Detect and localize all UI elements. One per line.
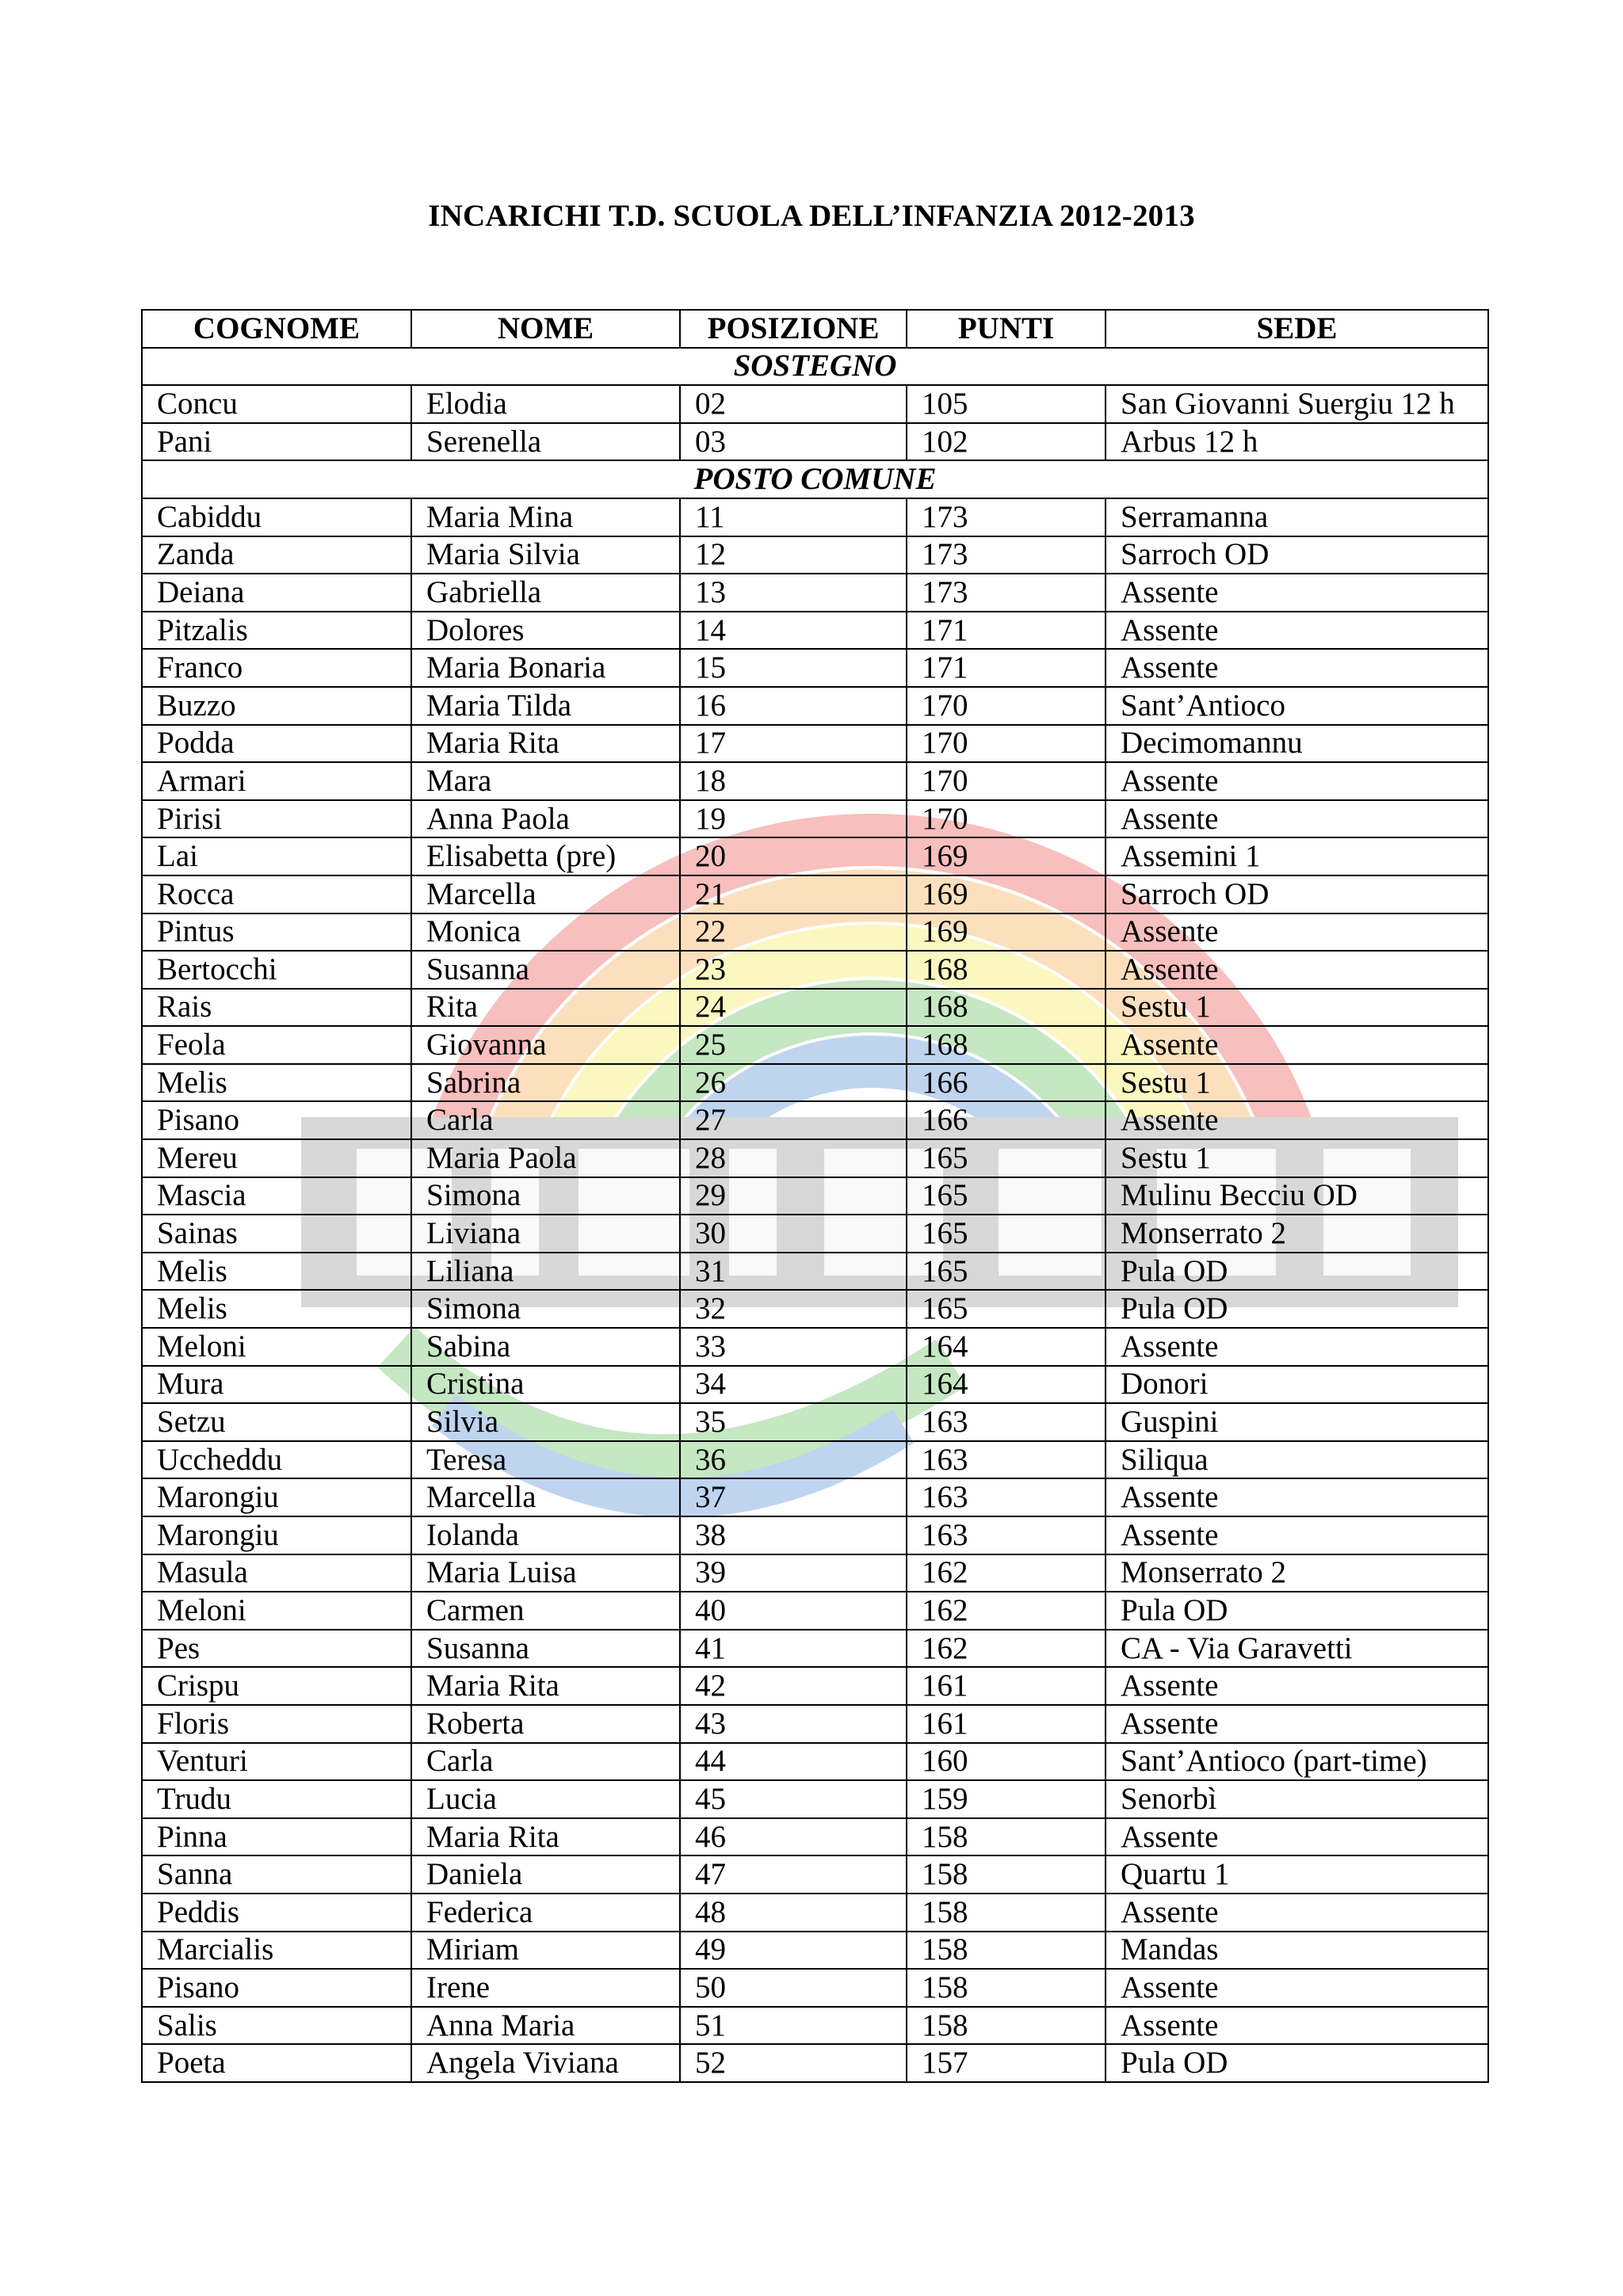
cell-punti: 165: [907, 1215, 1106, 1253]
cell-punti: 170: [907, 762, 1106, 800]
cell-nome: Angela Viviana: [411, 2044, 680, 2082]
cell-nome: Maria Rita: [411, 1667, 680, 1705]
cell-sede: Assente: [1106, 1026, 1488, 1064]
table-row: [142, 1554, 1488, 1592]
cell-nome: Liliana: [411, 1253, 680, 1291]
cell-nome: Simona: [411, 1177, 680, 1215]
cell-posizione: 30: [680, 1215, 907, 1253]
cell-posizione: 35: [680, 1403, 907, 1441]
cell-posizione: 52: [680, 2044, 907, 2082]
header-punti: PUNTI: [907, 310, 1106, 348]
cell-nome: Carmen: [411, 1592, 680, 1630]
cell-cognome: Uccheddu: [142, 1441, 411, 1479]
cell-punti: 160: [907, 1743, 1106, 1781]
cell-posizione: 51: [680, 2007, 907, 2045]
cell-sede: Sarroch OD: [1106, 875, 1488, 913]
cell-cognome: Pinna: [142, 1818, 411, 1856]
cell-sede: Siliqua: [1106, 1441, 1488, 1479]
cell-cognome: Deiana: [142, 574, 411, 612]
cell-sede: Assente: [1106, 612, 1488, 650]
table-row: [142, 612, 1488, 650]
cell-punti: 161: [907, 1667, 1106, 1705]
table-row: [142, 800, 1488, 838]
cell-posizione: 33: [680, 1328, 907, 1366]
header-sede: SEDE: [1106, 310, 1488, 348]
table-row: [142, 536, 1488, 574]
cell-punti: 159: [907, 1780, 1106, 1818]
cell-posizione: 32: [680, 1290, 907, 1328]
cell-cognome: Zanda: [142, 536, 411, 574]
cell-posizione: 11: [680, 498, 907, 536]
cell-posizione: 45: [680, 1780, 907, 1818]
cell-cognome: Pirisi: [142, 800, 411, 838]
cell-cognome: Salis: [142, 2007, 411, 2045]
cell-posizione: 41: [680, 1630, 907, 1668]
cell-posizione: 20: [680, 837, 907, 875]
cell-nome: Iolanda: [411, 1516, 680, 1554]
cell-sede: Assente: [1106, 1478, 1488, 1516]
cell-sede: Senorbì: [1106, 1780, 1488, 1818]
cell-punti: 169: [907, 875, 1106, 913]
cell-punti: 170: [907, 800, 1106, 838]
cell-nome: Simona: [411, 1290, 680, 1328]
cell-nome: Miriam: [411, 1932, 680, 1970]
cell-sede: Pula OD: [1106, 1592, 1488, 1630]
cell-punti: 166: [907, 1101, 1106, 1139]
cell-sede: Quartu 1: [1106, 1855, 1488, 1894]
cell-posizione: 23: [680, 951, 907, 989]
section-label: POSTO COMUNE: [142, 460, 1488, 498]
cell-cognome: Rocca: [142, 875, 411, 913]
cell-cognome: Pisano: [142, 1969, 411, 2007]
table-row: [142, 837, 1488, 875]
cell-nome: Elisabetta (pre): [411, 837, 680, 875]
cell-cognome: Feola: [142, 1026, 411, 1064]
cell-sede: Assente: [1106, 1101, 1488, 1139]
cell-nome: Mara: [411, 762, 680, 800]
cell-posizione: 42: [680, 1667, 907, 1705]
cell-nome: Liviana: [411, 1215, 680, 1253]
cell-punti: 173: [907, 536, 1106, 574]
table-row: [142, 1743, 1488, 1781]
cell-posizione: 14: [680, 612, 907, 650]
cell-sede: Mulinu Becciu OD: [1106, 1177, 1488, 1215]
cell-sede: Decimomannu: [1106, 725, 1488, 763]
cell-sede: Assente: [1106, 913, 1488, 952]
cell-posizione: 31: [680, 1253, 907, 1291]
cell-cognome: Cabiddu: [142, 498, 411, 536]
cell-cognome: Pitzalis: [142, 612, 411, 650]
cell-sede: CA - Via Garavetti: [1106, 1630, 1488, 1668]
table-row: [142, 762, 1488, 800]
table-row: [142, 989, 1488, 1027]
cell-nome: Susanna: [411, 1630, 680, 1668]
cell-punti: 165: [907, 1177, 1106, 1215]
cell-cognome: Pes: [142, 1630, 411, 1668]
cell-nome: Sabrina: [411, 1064, 680, 1102]
table-row: [142, 1818, 1488, 1856]
cell-sede: Sarroch OD: [1106, 536, 1488, 574]
cell-punti: 102: [907, 423, 1106, 461]
cell-nome: Serenella: [411, 423, 680, 461]
cell-posizione: 17: [680, 725, 907, 763]
cell-sede: Sestu 1: [1106, 1064, 1488, 1102]
cell-cognome: Melis: [142, 1253, 411, 1291]
cell-sede: Pula OD: [1106, 1253, 1488, 1291]
cell-posizione: 21: [680, 875, 907, 913]
cell-cognome: Sainas: [142, 1215, 411, 1253]
cell-posizione: 12: [680, 536, 907, 574]
cell-nome: Silvia: [411, 1403, 680, 1441]
cell-cognome: Poeta: [142, 2044, 411, 2082]
cell-cognome: Meloni: [142, 1592, 411, 1630]
cell-punti: 163: [907, 1478, 1106, 1516]
cell-posizione: 50: [680, 1969, 907, 2007]
cell-cognome: Crispu: [142, 1667, 411, 1705]
cell-sede: Sestu 1: [1106, 1139, 1488, 1177]
cell-cognome: Mereu: [142, 1139, 411, 1177]
cell-sede: Donori: [1106, 1366, 1488, 1404]
cell-sede: Serramanna: [1106, 498, 1488, 536]
cell-cognome: Sanna: [142, 1855, 411, 1894]
cell-posizione: 38: [680, 1516, 907, 1554]
cell-nome: Anna Paola: [411, 800, 680, 838]
cell-nome: Maria Rita: [411, 1818, 680, 1856]
cell-cognome: Venturi: [142, 1743, 411, 1781]
table-row: [142, 1441, 1488, 1479]
table-row: [142, 1101, 1488, 1139]
table-row: [142, 1215, 1488, 1253]
table-row: [142, 1366, 1488, 1404]
cell-nome: Elodia: [411, 385, 680, 423]
assignment-table: [141, 309, 1489, 2083]
cell-punti: 168: [907, 951, 1106, 989]
cell-cognome: Peddis: [142, 1894, 411, 1932]
cell-punti: 166: [907, 1064, 1106, 1102]
cell-punti: 170: [907, 687, 1106, 725]
cell-punti: 163: [907, 1441, 1106, 1479]
cell-posizione: 47: [680, 1855, 907, 1894]
cell-nome: Marcella: [411, 875, 680, 913]
cell-nome: Marcella: [411, 1478, 680, 1516]
cell-punti: 158: [907, 1894, 1106, 1932]
cell-posizione: 13: [680, 574, 907, 612]
table-row: [142, 1026, 1488, 1064]
cell-nome: Daniela: [411, 1855, 680, 1894]
cell-cognome: Buzzo: [142, 687, 411, 725]
cell-punti: 165: [907, 1139, 1106, 1177]
cell-posizione: 02: [680, 385, 907, 423]
cell-punti: 158: [907, 1932, 1106, 1970]
cell-cognome: Franco: [142, 649, 411, 687]
table-row: [142, 1932, 1488, 1970]
cell-punti: 163: [907, 1516, 1106, 1554]
cell-nome: Irene: [411, 1969, 680, 2007]
cell-punti: 173: [907, 574, 1106, 612]
cell-sede: Pula OD: [1106, 1290, 1488, 1328]
cell-sede: Assente: [1106, 1894, 1488, 1932]
cell-punti: 162: [907, 1592, 1106, 1630]
cell-nome: Cristina: [411, 1366, 680, 1404]
cell-sede: Assente: [1106, 2007, 1488, 2045]
cell-nome: Dolores: [411, 612, 680, 650]
cell-cognome: Meloni: [142, 1328, 411, 1366]
table-row: [142, 574, 1488, 612]
cell-cognome: Melis: [142, 1290, 411, 1328]
table-row: [142, 1855, 1488, 1894]
cell-posizione: 24: [680, 989, 907, 1027]
table-row: [142, 1177, 1488, 1215]
cell-nome: Carla: [411, 1101, 680, 1139]
cell-nome: Rita: [411, 989, 680, 1027]
section-label: SOSTEGNO: [142, 348, 1488, 386]
document-title: INCARICHI T.D. SCUOLA DELL’INFANZIA 2012-2013: [428, 199, 1195, 233]
cell-sede: Mandas: [1106, 1932, 1488, 1970]
cell-punti: 164: [907, 1328, 1106, 1366]
cell-cognome: Pintus: [142, 913, 411, 952]
cell-punti: 105: [907, 385, 1106, 423]
cell-sede: Assente: [1106, 1818, 1488, 1856]
section-row: [142, 460, 1488, 498]
cell-nome: Anna Maria: [411, 2007, 680, 2045]
cell-posizione: 40: [680, 1592, 907, 1630]
cell-punti: 162: [907, 1630, 1106, 1668]
cell-cognome: Lai: [142, 837, 411, 875]
cell-sede: Pula OD: [1106, 2044, 1488, 2082]
cell-posizione: 36: [680, 1441, 907, 1479]
cell-punti: 158: [907, 1969, 1106, 2007]
cell-punti: 158: [907, 2007, 1106, 2045]
table-row: [142, 1894, 1488, 1932]
cell-posizione: 27: [680, 1101, 907, 1139]
table-row: [142, 1592, 1488, 1630]
cell-posizione: 37: [680, 1478, 907, 1516]
cell-nome: Maria Mina: [411, 498, 680, 536]
table-row: [142, 1630, 1488, 1668]
table-row: [142, 1253, 1488, 1291]
table-row: [142, 1780, 1488, 1818]
cell-sede: Sestu 1: [1106, 989, 1488, 1027]
cell-sede: Monserrato 2: [1106, 1554, 1488, 1592]
cell-nome: Gabriella: [411, 574, 680, 612]
cell-cognome: Marongiu: [142, 1516, 411, 1554]
cell-cognome: Rais: [142, 989, 411, 1027]
cell-sede: Assente: [1106, 800, 1488, 838]
cell-punti: 158: [907, 1818, 1106, 1856]
cell-punti: 168: [907, 989, 1106, 1027]
cell-nome: Sabina: [411, 1328, 680, 1366]
cell-nome: Federica: [411, 1894, 680, 1932]
table-row: [142, 1478, 1488, 1516]
cell-posizione: 18: [680, 762, 907, 800]
header-nome: NOME: [411, 310, 680, 348]
cell-punti: 169: [907, 913, 1106, 952]
cell-posizione: 19: [680, 800, 907, 838]
table-row: [142, 1705, 1488, 1743]
cell-punti: 170: [907, 725, 1106, 763]
cell-punti: 162: [907, 1554, 1106, 1592]
cell-sede: Monserrato 2: [1106, 1215, 1488, 1253]
cell-posizione: 16: [680, 687, 907, 725]
table-row: [142, 1290, 1488, 1328]
cell-nome: Maria Paola: [411, 1139, 680, 1177]
cell-sede: Assente: [1106, 762, 1488, 800]
cell-posizione: 22: [680, 913, 907, 952]
cell-posizione: 46: [680, 1818, 907, 1856]
cell-sede: Assente: [1106, 1328, 1488, 1366]
table-row: [142, 385, 1488, 423]
table-row: [142, 1139, 1488, 1177]
cell-punti: 157: [907, 2044, 1106, 2082]
cell-nome: Maria Luisa: [411, 1554, 680, 1592]
cell-sede: Assente: [1106, 649, 1488, 687]
cell-sede: Assente: [1106, 1516, 1488, 1554]
cell-nome: Maria Bonaria: [411, 649, 680, 687]
cell-nome: Maria Rita: [411, 725, 680, 763]
cell-nome: Giovanna: [411, 1026, 680, 1064]
cell-punti: 165: [907, 1290, 1106, 1328]
cell-punti: 164: [907, 1366, 1106, 1404]
table-row: [142, 1667, 1488, 1705]
table-row: [142, 1403, 1488, 1441]
cell-punti: 158: [907, 1855, 1106, 1894]
cell-nome: Lucia: [411, 1780, 680, 1818]
cell-cognome: Armari: [142, 762, 411, 800]
cell-punti: 163: [907, 1403, 1106, 1441]
cell-sede: Arbus 12 h: [1106, 423, 1488, 461]
cell-cognome: Floris: [142, 1705, 411, 1743]
cell-nome: Monica: [411, 913, 680, 952]
table-row: [142, 951, 1488, 989]
cell-cognome: Marongiu: [142, 1478, 411, 1516]
cell-cognome: Melis: [142, 1064, 411, 1102]
cell-sede: Assemini 1: [1106, 837, 1488, 875]
table-row: [142, 1064, 1488, 1102]
cell-cognome: Masula: [142, 1554, 411, 1592]
cell-sede: Assente: [1106, 951, 1488, 989]
cell-cognome: Pani: [142, 423, 411, 461]
cell-cognome: Setzu: [142, 1403, 411, 1441]
table-row: [142, 875, 1488, 913]
cell-punti: 171: [907, 612, 1106, 650]
cell-cognome: Trudu: [142, 1780, 411, 1818]
table-body: [142, 348, 1488, 2082]
cell-nome: Roberta: [411, 1705, 680, 1743]
cell-cognome: Bertocchi: [142, 951, 411, 989]
cell-posizione: 48: [680, 1894, 907, 1932]
cell-sede: Sant’Antioco: [1106, 687, 1488, 725]
table-row: [142, 498, 1488, 536]
cell-sede: Guspini: [1106, 1403, 1488, 1441]
table-row: [142, 1516, 1488, 1554]
table-header-row: [142, 310, 1488, 348]
cell-cognome: Marcialis: [142, 1932, 411, 1970]
cell-sede: Assente: [1106, 1705, 1488, 1743]
table-row: [142, 725, 1488, 763]
table-row: [142, 2007, 1488, 2045]
cell-punti: 165: [907, 1253, 1106, 1291]
header-cognome: COGNOME: [142, 310, 411, 348]
table-row: [142, 913, 1488, 952]
section-row: [142, 348, 1488, 386]
cell-cognome: Mura: [142, 1366, 411, 1404]
table-row: [142, 1328, 1488, 1366]
table-row: [142, 2044, 1488, 2082]
cell-punti: 169: [907, 837, 1106, 875]
cell-posizione: 44: [680, 1743, 907, 1781]
cell-nome: Carla: [411, 1743, 680, 1781]
table-row: [142, 423, 1488, 461]
cell-punti: 173: [907, 498, 1106, 536]
cell-posizione: 43: [680, 1705, 907, 1743]
cell-sede: Sant’Antioco (part-time): [1106, 1743, 1488, 1781]
cell-posizione: 29: [680, 1177, 907, 1215]
cell-sede: Assente: [1106, 1667, 1488, 1705]
cell-nome: Maria Tilda: [411, 687, 680, 725]
cell-cognome: Pisano: [142, 1101, 411, 1139]
cell-posizione: 26: [680, 1064, 907, 1102]
cell-sede: Assente: [1106, 1969, 1488, 2007]
cell-nome: Teresa: [411, 1441, 680, 1479]
cell-posizione: 03: [680, 423, 907, 461]
cell-nome: Susanna: [411, 951, 680, 989]
cell-posizione: 15: [680, 649, 907, 687]
cell-cognome: Mascia: [142, 1177, 411, 1215]
header-posizione: POSIZIONE: [680, 310, 907, 348]
cell-posizione: 39: [680, 1554, 907, 1592]
table-row: [142, 1969, 1488, 2007]
cell-posizione: 34: [680, 1366, 907, 1404]
table-row: [142, 649, 1488, 687]
cell-sede: Assente: [1106, 574, 1488, 612]
cell-punti: 168: [907, 1026, 1106, 1064]
cell-posizione: 28: [680, 1139, 907, 1177]
cell-nome: Maria Silvia: [411, 536, 680, 574]
cell-cognome: Podda: [142, 725, 411, 763]
cell-cognome: Concu: [142, 385, 411, 423]
cell-posizione: 49: [680, 1932, 907, 1970]
cell-punti: 171: [907, 649, 1106, 687]
table-row: [142, 687, 1488, 725]
cell-sede: San Giovanni Suergiu 12 h: [1106, 385, 1488, 423]
cell-punti: 161: [907, 1705, 1106, 1743]
cell-posizione: 25: [680, 1026, 907, 1064]
